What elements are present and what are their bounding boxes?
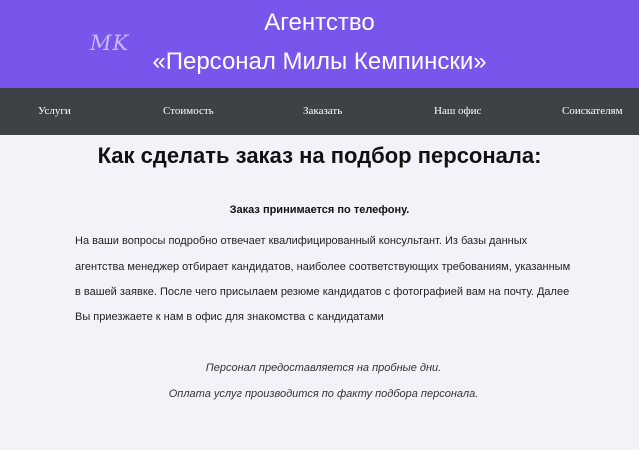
order-by-phone-note: Заказ принимается по телефону. [229, 204, 410, 216]
trial-days-note: Персонал предоставляется на пробные дни. [205, 362, 442, 374]
paragraph-line: Вы приезжаете к нам в офис для знакомства с кандидатами [75, 311, 384, 323]
site-header [0, 0, 639, 88]
nav-item-services[interactable]: Услуги [38, 105, 71, 117]
site-title-line2: «Персонал Милы Кемпински» [152, 48, 487, 75]
site-title-line1: Агентство [264, 9, 375, 36]
payment-note: Оплата услуг производится по факту подбора персонала. [168, 388, 479, 400]
nav-item-pricing[interactable]: Стоимость [163, 105, 214, 117]
paragraph-line: агентства менеджер отбирает кандидатов, наиболее соответствующих требованиям, указанным [75, 261, 571, 273]
nav-item-office[interactable]: Наш офис [434, 105, 482, 117]
page-title: Как сделать заказ на подбор персонала: [97, 143, 542, 168]
paragraph-line: На ваши вопросы подробно отвечает квалифицированный консультант. Из базы данных [75, 235, 528, 247]
nav-item-applicants[interactable]: Соискателям [562, 105, 623, 117]
nav-item-order[interactable]: Заказать [303, 105, 343, 117]
paragraph-line: в вашей заявке. После чего присылаем резюме кандидатов с фотографией вам на почту. Далее [75, 286, 570, 298]
agency-logo[interactable]: MK [90, 31, 130, 55]
main-nav [0, 88, 639, 135]
